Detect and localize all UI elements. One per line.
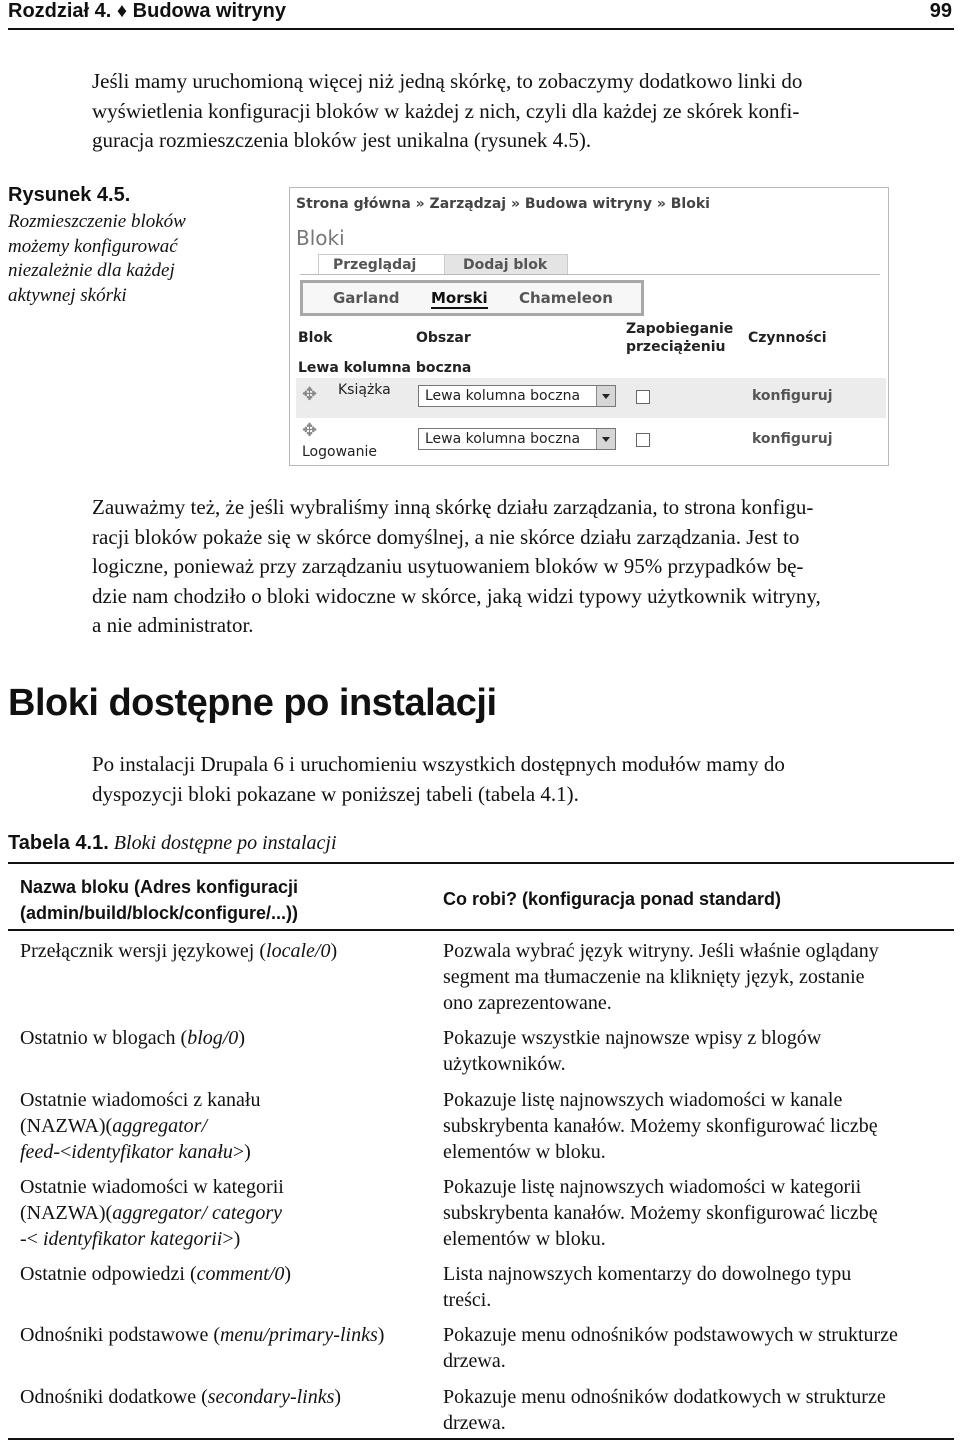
table-row — [20, 1384, 430, 1410]
block-name: Odnośniki podstawowe (menu/primary-links) — [20, 1324, 385, 1346]
table-row — [443, 1087, 953, 1165]
col-region: Obszar — [416, 330, 471, 346]
row-block-name: Książka — [338, 382, 391, 398]
table-caption-text: Bloki dostępne po instalacji — [113, 832, 337, 854]
table-header-desc: Co robi? (konfiguracja ponad standard) — [443, 889, 782, 909]
table-row — [20, 1174, 430, 1252]
table-row — [443, 1322, 953, 1374]
table-header-name — [20, 874, 298, 926]
table-row — [443, 1384, 953, 1436]
col-throttle-line: przeciążeniu — [626, 339, 726, 355]
tab-browse-label: Przeglądaj — [333, 257, 417, 273]
tab-browse[interactable] — [318, 254, 460, 275]
section-paragraph — [92, 750, 954, 809]
desc-line: Pokazuje listę najnowszych wiadomości w kategorii — [443, 1176, 862, 1198]
figure-label: Rysunek 4.5. — [8, 184, 131, 206]
theme-tabs — [300, 280, 644, 316]
desc-line: Pokazuje menu odnośników dodatkowych w strukturze — [443, 1386, 886, 1408]
desc-line: treści. — [443, 1289, 492, 1311]
table-label: Tabela 4.1. — [8, 832, 109, 854]
table-top-rule — [8, 862, 954, 864]
paragraph-line: dzie nam chodziło o bloki widoczne w skórce, jaką widzi typowy użytkownik witryny, — [92, 583, 821, 608]
chevron-down-icon — [596, 429, 615, 449]
paragraph-line: racji bloków pokaże się w skórce domyślnej, a nie skórce działu zarządzania. Jest to — [92, 524, 800, 549]
tab-add-block[interactable] — [444, 254, 568, 275]
table-row — [20, 938, 430, 964]
block-name-line: (NAZWA)(aggregator/ — [20, 1115, 208, 1137]
chapter-header: Rozdział 4. ♦ Budowa witryny — [8, 0, 287, 22]
region-header: Lewa kolumna boczna — [298, 360, 472, 376]
paragraph-line: Jeśli mamy uruchomioną więcej niż jedną skórkę, to zobaczymy dodatkowo linki do — [92, 69, 803, 93]
table-caption — [8, 832, 337, 855]
block-name: Ostatnie odpowiedzi (comment/0) — [20, 1263, 292, 1285]
block-name-line: (NAZWA)(aggregator/ category — [20, 1202, 282, 1224]
caption-line: Rozmieszczenie bloków — [8, 211, 186, 232]
tab-add-block-label: Dodaj blok — [463, 257, 548, 273]
breadcrumb[interactable]: Strona główna » Zarządzaj » Budowa witryny » Bloki — [296, 196, 710, 212]
block-name: Odnośniki dodatkowe (secondary-links) — [20, 1386, 342, 1408]
paragraph-line: dyspozycji bloki pokazane w poniższej tabeli (tabela 4.1). — [92, 781, 579, 806]
region-select-value: Lewa kolumna boczna — [425, 431, 581, 447]
header-line: (admin/build/block/configure/...)) — [20, 903, 298, 923]
col-actions: Czynności — [748, 330, 827, 346]
drag-handle-icon[interactable]: ✥ — [302, 420, 318, 441]
figure-caption — [8, 184, 248, 308]
block-name-line: -< identyfikator kategorii>) — [20, 1228, 241, 1250]
paragraph-line: guracja rozmieszczenia bloków jest unikalna (rysunek 4.5). — [92, 128, 592, 152]
desc-line: subskrybenta kanałów. Możemy skonfigurować liczbę — [443, 1115, 878, 1137]
desc-line: Lista najnowszych komentarzy do dowolnego typu — [443, 1263, 852, 1285]
figure-caption-text — [8, 210, 248, 308]
region-select[interactable] — [418, 428, 616, 450]
table-row — [443, 938, 953, 1016]
page-number: 99 — [929, 0, 952, 22]
table-row — [296, 378, 886, 418]
table-row — [20, 1025, 430, 1051]
paragraph-line: Zauważmy też, że jeśli wybraliśmy inną skórkę działu zarządzania, to strona konfigu- — [92, 495, 814, 519]
desc-line: drzewa. — [443, 1350, 506, 1372]
table-row — [443, 1174, 953, 1252]
table-row — [443, 1025, 953, 1077]
blocks-screenshot — [289, 187, 889, 466]
block-name: Ostatnio w blogach (blog/0) — [20, 1027, 245, 1049]
header-rule — [8, 28, 954, 30]
table-row — [20, 1087, 430, 1165]
region-select-value: Lewa kolumna boczna — [425, 388, 581, 404]
desc-line: Pokazuje menu odnośników podstawowych w strukturze — [443, 1324, 898, 1346]
table-row — [296, 418, 886, 462]
desc-line: Pozwala wybrać język witryny. Jeśli właśnie oglądany — [443, 940, 879, 962]
caption-line: aktywnej skórki — [8, 284, 127, 306]
theme-tab-morski[interactable]: Morski — [431, 289, 488, 307]
throttle-checkbox[interactable] — [636, 433, 650, 447]
desc-line: drzewa. — [443, 1412, 506, 1434]
table-bottom-rule — [8, 1438, 954, 1440]
chevron-down-icon — [596, 386, 615, 406]
block-name-line: Ostatnie wiadomości z kanału — [20, 1089, 261, 1111]
caption-line: niezależnie dla każdej — [8, 260, 175, 281]
table-row — [20, 1261, 430, 1287]
desc-line: użytkowników. — [443, 1053, 566, 1075]
theme-tab-chameleon[interactable]: Chameleon — [519, 289, 613, 307]
section-title: Bloki dostępne po instalacji — [8, 682, 497, 724]
drag-handle-icon[interactable]: ✥ — [302, 384, 318, 405]
table-header-rule — [8, 929, 954, 931]
caption-line: możemy konfigurować — [8, 235, 178, 257]
throttle-checkbox[interactable] — [636, 390, 650, 404]
desc-line: ono zaprezentowane. — [443, 992, 612, 1014]
col-throttle-line: Zapobieganie — [626, 321, 734, 337]
theme-tab-garland[interactable]: Garland — [333, 289, 400, 307]
block-name-line: Ostatnie wiadomości w kategorii — [20, 1176, 284, 1198]
col-throttle — [626, 320, 733, 356]
page-title: Bloki — [296, 226, 345, 250]
desc-line: Pokazuje listę najnowszych wiadomości w kanale — [443, 1089, 843, 1111]
table-row — [443, 1261, 953, 1313]
block-name-line: feed-<identyfikator kanału>) — [20, 1141, 251, 1163]
col-block: Blok — [298, 330, 333, 346]
header-line: Nazwa bloku (Adres konfiguracji — [20, 877, 299, 897]
paragraph-line: wyświetlenia konfiguracji bloków w każdej z nich, czyli dla każdej ze skórek konfi- — [92, 98, 800, 123]
configure-link[interactable]: konfiguruj — [752, 388, 833, 404]
configure-link[interactable]: konfiguruj — [752, 431, 833, 447]
tabs-divider — [300, 274, 880, 275]
desc-line: elementów w bloku. — [443, 1141, 606, 1163]
desc-line: segment ma tłumaczenie na kliknięty język, zostanie — [443, 966, 865, 988]
desc-line: Pokazuje wszystkie najnowsze wpisy z blogów — [443, 1027, 822, 1049]
block-name: Przełącznik wersji językowej (locale/0) — [20, 940, 338, 962]
paragraph-line: logiczne, ponieważ przy zarządzaniu usytuowaniem bloków w 95% przypadków bę- — [92, 554, 804, 578]
intro-paragraph — [92, 67, 954, 156]
desc-line: subskrybenta kanałów. Możemy skonfigurować liczbę — [443, 1202, 878, 1224]
paragraph-line: a nie administrator. — [92, 613, 254, 637]
second-paragraph — [92, 493, 954, 641]
table-row — [20, 1322, 435, 1348]
desc-line: elementów w bloku. — [443, 1228, 606, 1250]
paragraph-line: Po instalacji Drupala 6 i uruchomieniu wszystkich dostępnych modułów mamy do — [92, 752, 785, 776]
region-select[interactable] — [418, 385, 616, 407]
row-block-name: Logowanie — [302, 444, 377, 460]
